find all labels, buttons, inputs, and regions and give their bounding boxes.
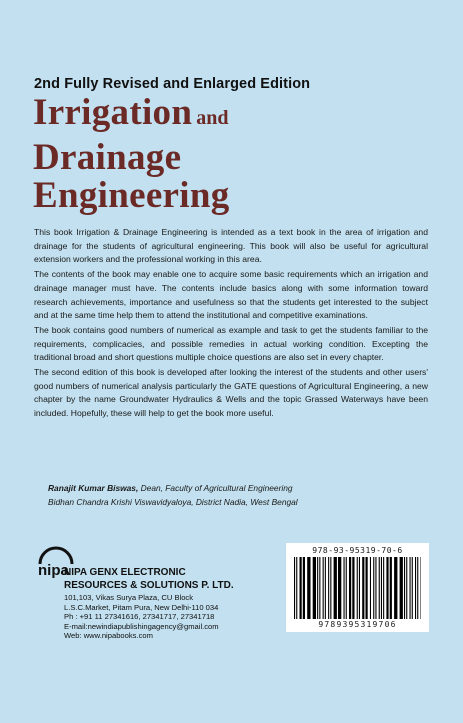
barcode-bar xyxy=(394,557,397,619)
blurb-paragraph: The second edition of this book is developed after looking the interest of the students and other users' good numbers of numerical analysis particularly the GATE questions of Agricultural Engineering, a new chapter by the name Groundwater Hydraulics & Wells and the topic Grassed Waterways have been included. Hopefully, these will help to get the book more useful. xyxy=(34,367,428,419)
barcode-bar xyxy=(370,557,371,619)
barcode-bar xyxy=(307,557,310,619)
publisher-line-1: NIPA GENX ELECTRONIC xyxy=(64,567,186,578)
barcode-bar xyxy=(386,557,388,619)
title-word-drainage: Drainage xyxy=(33,137,182,178)
barcode-bar xyxy=(325,557,326,619)
barcode-bar xyxy=(400,557,403,619)
barcode-bar xyxy=(379,557,380,619)
barcode-bar xyxy=(313,557,316,619)
address-line: 101,103, Vikas Surya Plaza, CU Block xyxy=(64,593,194,602)
barcode-bar xyxy=(412,557,413,619)
author-name: Ranajit Kumar Biswas, xyxy=(48,483,139,493)
barcode-bar xyxy=(373,557,374,619)
address-line: L.S.C.Market, Pitam Pura, New Delhi-110 034 xyxy=(64,602,219,612)
publisher-line-2: RESOURCES & SOLUTIONS P. LTD. xyxy=(64,580,234,591)
isbn-text: 978-93-95319-70-6 xyxy=(312,546,403,555)
barcode-bar xyxy=(349,557,351,619)
barcode-bar xyxy=(404,557,405,619)
title-word-engineering: Engineering xyxy=(33,175,230,216)
barcode-bar xyxy=(375,557,376,619)
barcode-bar xyxy=(323,557,324,619)
barcode-bar xyxy=(357,557,358,619)
barcode-bar xyxy=(359,557,360,619)
title-word-irrigation: Irrigation xyxy=(33,92,193,133)
barcode-bar xyxy=(381,557,382,619)
barcode-bar xyxy=(334,557,337,619)
barcode-bar xyxy=(410,557,411,619)
barcode-bar xyxy=(296,557,297,619)
barcode-bar xyxy=(390,557,392,619)
barcode-bar xyxy=(328,557,329,619)
publisher-address xyxy=(64,593,219,641)
title-word-and: and xyxy=(196,107,229,129)
blurb-paragraph: The contents of the book may enable one to acquire some basic requirements which an irrigation and drainage manager must have. The contents include basics along with some information toward research achievements, importance and usefulness so that the students get interested to the subject and at the same time help them to attend the institutional and competitive examinations. xyxy=(34,269,428,321)
attribution xyxy=(48,481,298,509)
barcode-bar xyxy=(406,557,407,619)
author-affiliation: Bidhan Chandra Krishi Viswavidyaloya, District Nadia, West Bengal xyxy=(48,497,298,507)
barcode-bar xyxy=(344,557,345,619)
address-line: Ph : +91 11 27341616, 27341717, 27341718 xyxy=(64,612,215,622)
address-email: E-mail:newindiapublishingagency@gmail.com xyxy=(64,621,219,631)
barcode-bar xyxy=(300,557,302,619)
barcode-bar xyxy=(421,557,422,619)
isbn-barcode xyxy=(286,543,429,632)
author-role: Dean, Faculty of Agricultural Engineering xyxy=(138,483,293,493)
blurb-paragraph: The book contains good numbers of numerical as example and task to get the students familiar to the requirements, complicacies, and possible remedies in actual working condition. Excepting the traditional broad and short questions multiple choice questions are also set in every chapter. xyxy=(34,324,428,363)
blurb-paragraph: This book Irrigation & Drainage Engineering is intended as a text book in the area of irrigation and drainage for the students of agricultural engineering. This book will also be useful for agricultural extension workers and the professional working in this area. xyxy=(34,227,428,265)
book-title xyxy=(33,94,230,215)
address-web: Web: www.nipabooks.com xyxy=(64,631,153,641)
barcode-bar xyxy=(362,557,364,619)
publisher-name xyxy=(64,566,234,592)
barcode-bar xyxy=(352,557,354,619)
barcode-bar xyxy=(338,557,341,619)
barcode-bar xyxy=(417,557,418,619)
edition-label: 2nd Fully Revised and Enlarged Edition xyxy=(34,76,311,92)
barcode-bar xyxy=(346,557,347,619)
barcode-bar xyxy=(415,557,416,619)
barcode-bar xyxy=(330,557,331,619)
barcode-bar xyxy=(383,557,384,619)
barcode-bar xyxy=(317,557,318,619)
barcode-bar xyxy=(366,557,368,619)
barcode-bar xyxy=(294,557,295,619)
barcode-digits: 9789395319706 xyxy=(318,620,397,629)
logo-text: nipa xyxy=(38,562,69,579)
barcode-bars xyxy=(294,557,421,619)
blurb xyxy=(34,226,428,422)
barcode-bar xyxy=(303,557,305,619)
barcode-bar xyxy=(319,557,320,619)
